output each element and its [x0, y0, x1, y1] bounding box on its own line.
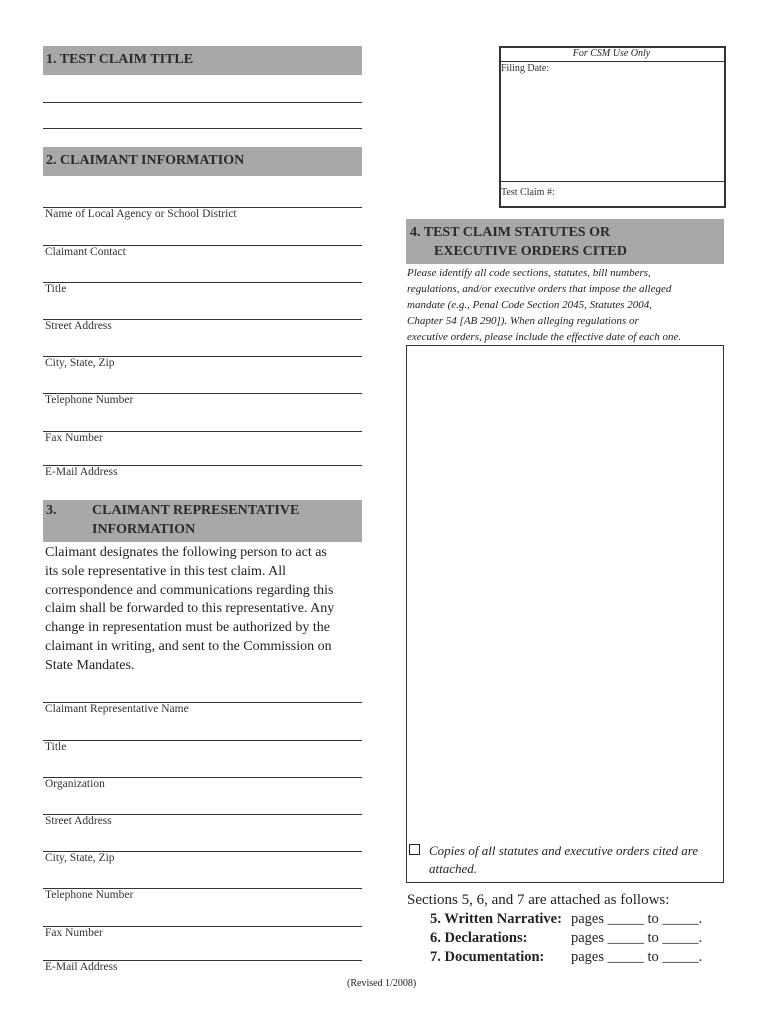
- filing-date-label: Filing Date:: [501, 63, 550, 74]
- section3-title-line1: CLAIMANT REPRESENTATIVE: [92, 503, 300, 518]
- statutes-cited-box[interactable]: [406, 345, 724, 883]
- section4-instructions: [407, 265, 727, 345]
- declarations-label: 6. Declarations:: [430, 930, 528, 946]
- csm-header: For CSM Use Only: [572, 48, 651, 59]
- checkbox-text-line: Copies of all statutes and executive orders cited are: [429, 843, 699, 858]
- rep-title-line[interactable]: [43, 740, 362, 741]
- instruction-line: regulations, and/or executive orders that impose the alleged: [407, 283, 672, 295]
- claimant-title-line[interactable]: [43, 282, 362, 283]
- phone-label: Telephone Number: [45, 394, 134, 406]
- rep-email-label: E-Mail Address: [45, 961, 118, 973]
- instruction-line: Please identify all code sections, statutes, bill numbers,: [407, 267, 651, 279]
- claimant-title-label: Title: [45, 283, 67, 295]
- documentation-label: 7. Documentation:: [430, 949, 545, 965]
- section4-title-line2: EXECUTIVE ORDERS CITED: [434, 244, 627, 259]
- test-claim-number-label: Test Claim #:: [501, 187, 555, 198]
- street-label: Street Address: [45, 320, 112, 332]
- fax-label: Fax Number: [45, 432, 103, 444]
- rep-street-label: Street Address: [45, 815, 112, 827]
- section3-title-line2: INFORMATION: [92, 522, 196, 537]
- title-line-2[interactable]: [43, 128, 362, 129]
- rep-fax-label: Fax Number: [45, 927, 103, 939]
- representative-paragraph: [45, 544, 365, 676]
- paragraph-line: its sole representative in this test claim. All: [45, 563, 287, 579]
- written-narrative-pages: pages _____ to _____.: [571, 911, 703, 927]
- city-label: City, State, Zip: [45, 357, 115, 369]
- instruction-line: executive orders, please include the effective date of each one.: [407, 331, 682, 343]
- rep-city-label: City, State, Zip: [45, 852, 115, 864]
- paragraph-line: State Mandates.: [45, 657, 135, 673]
- rep-title-label: Title: [45, 741, 67, 753]
- section2-title: 2. CLAIMANT INFORMATION: [46, 153, 245, 168]
- section4-title-line1: 4. TEST CLAIM STATUTES OR: [410, 225, 611, 240]
- contact-label: Claimant Contact: [45, 246, 126, 258]
- rep-phone-label: Telephone Number: [45, 889, 134, 901]
- paragraph-line: Claimant designates the following person to act as: [45, 545, 327, 560]
- email-label: E-Mail Address: [45, 466, 118, 478]
- instruction-line: mandate (e.g., Penal Code Section 2045, Statutes 2004,: [407, 299, 653, 311]
- revised-date: (Revised 1/2008): [347, 978, 417, 989]
- documentation-pages: pages _____ to _____.: [571, 949, 703, 965]
- copies-attached-checkbox[interactable]: [409, 844, 420, 855]
- written-narrative-label: 5. Written Narrative:: [430, 911, 562, 927]
- copies-attached-label: [429, 842, 724, 878]
- rep-name-label: Claimant Representative Name: [45, 703, 189, 715]
- paragraph-line: change in representation must be authorized by the: [45, 620, 330, 636]
- section1-title: 1. TEST CLAIM TITLE: [46, 52, 194, 67]
- agency-label: Name of Local Agency or School District: [45, 208, 237, 220]
- section3-number: 3.: [46, 503, 57, 518]
- declarations-pages: pages _____ to _____.: [571, 930, 703, 946]
- rep-org-label: Organization: [45, 778, 105, 790]
- checkbox-text-line: attached.: [429, 861, 478, 876]
- paragraph-line: correspondence and communications regarding this: [45, 582, 334, 598]
- paragraph-line: claimant in writing, and sent to the Commission on: [45, 638, 332, 654]
- instruction-line: Chapter 54 [AB 290]). When alleging regulations or: [407, 315, 639, 327]
- paragraph-line: claim shall be forwarded to this representative. Any: [45, 601, 335, 617]
- csm-header-divider: [501, 61, 724, 62]
- csm-footer-divider: [501, 181, 724, 182]
- title-line-1[interactable]: [43, 102, 362, 103]
- attachments-intro: Sections 5, 6, and 7 are attached as follows:: [407, 892, 670, 908]
